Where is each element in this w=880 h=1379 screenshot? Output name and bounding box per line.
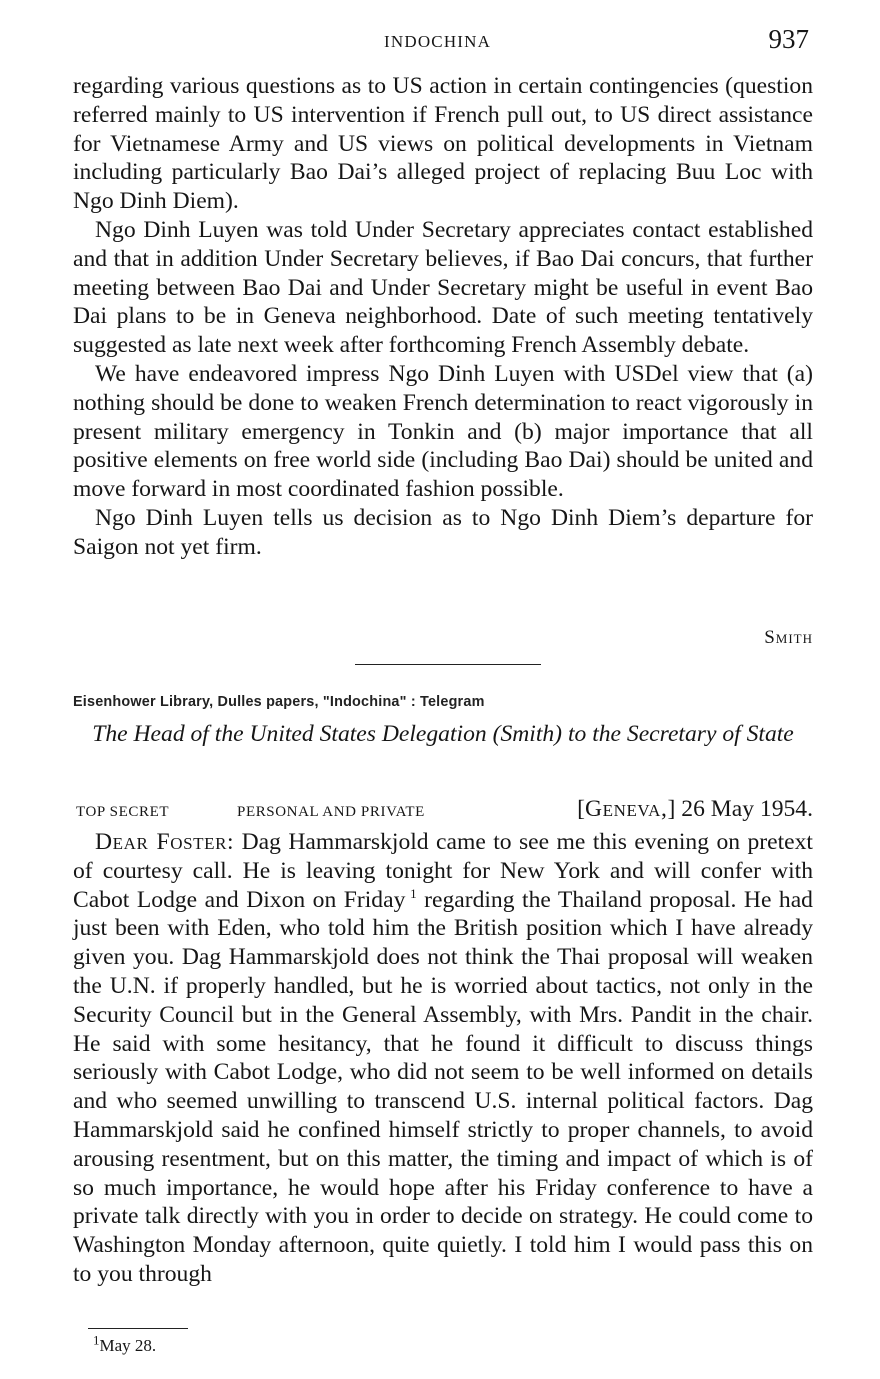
section-divider	[355, 664, 541, 665]
paragraph: Ngo Dinh Luyen tells us decision as to Ngo Dinh Diem’s departure for Saigon not yet firm.	[73, 504, 813, 560]
classification: TOP SECRET	[76, 804, 170, 820]
classification-line	[73, 796, 813, 826]
paragraph: regarding various questions as to US action in certain contingencies (question referred mainly to US intervention if French pull out, to US direct assistance for Vietnamese Army and US views on political developments in Vietnam including particularly Bao Dai’s alleged project of replacing Buu Loc with Ngo Dinh Diem).	[73, 73, 813, 215]
body-text: Dag Hammarskjold came to see me this evening on pretext of courtesy call. He is leaving tonight for New York and will confer with Cabot Lodge and Dixon on Friday	[73, 829, 813, 913]
document-title: The Head of the United States Delegation (Smith) to the Secretary of State	[92, 721, 794, 747]
previous-document-body	[73, 72, 813, 562]
page-number: 937	[768, 24, 809, 54]
footnote	[93, 1332, 157, 1356]
paragraph: Ngo Dinh Luyen was told Under Secretary appreciates contact established and that in addition Under Secretary believes, if Bao Dai concurs, that further meeting between Bao Dai and Under Secretary might be useful in event Bao Dai plans to be in Geneva neighborhood. Date of such meeting tentatively suggested as late next week after forthcoming French Assembly debate.	[73, 216, 813, 359]
place: Geneva,	[584, 796, 668, 822]
salutation: Dear Foster:	[95, 829, 235, 855]
footnote-text: May 28.	[99, 1336, 157, 1355]
source-note: Eisenhower Library, Dulles papers, "Indochina" : Telegram	[73, 694, 485, 710]
place-date: [Geneva,] 26 May 1954.	[577, 796, 813, 822]
footnote-ref[interactable]: 1	[410, 885, 417, 901]
signature: Smith	[764, 627, 813, 648]
date: 26 May 1954.	[681, 796, 813, 822]
paragraph: We have endeavored impress Ngo Dinh Luyen with USDel view that (a) nothing should be done to weaken French determination to react vigorously in present military emergency in Tonkin and (b) major importance that all positive elements on free world side (including Bao Dai) should be united and move forward in most coordinated fashion possible.	[73, 360, 813, 503]
handling-caveat: PERSONAL AND PRIVATE	[237, 804, 425, 820]
running-head	[0, 26, 880, 56]
footnote-rule	[88, 1328, 188, 1329]
footnote-marker: 1	[93, 1332, 100, 1348]
document-body	[73, 828, 813, 1289]
paragraph	[73, 828, 813, 1289]
body-text: regarding the Thailand proposal. He had just been with Eden, who told him the British position which I have already given you. Dag Hammarskjold does not think the Thai proposal will weaken the U.N. if properly handled, but he is worried about tactics, not only in the Security Council but in the General Assembly, with Mrs. Pandit in the chair. He said with some hesitancy, that he found it difficult to discuss things seriously with Cabot Lodge, who did not seem to be well informed on details and who seemed unwilling to transcend U.S. internal political factors. Dag Hammarskjold said he confined himself strictly to proper channels, to avoid arousing resentment, but on this matter, the timing and impact of which is of so much importance, he would hope after his Friday conference to have a private talk directly with you in order to decide on strategy. He could come to Washington Monday afternoon, quite quietly. I told him I would pass this on to you through	[73, 886, 813, 1287]
running-head-title: INDOCHINA	[384, 32, 492, 51]
